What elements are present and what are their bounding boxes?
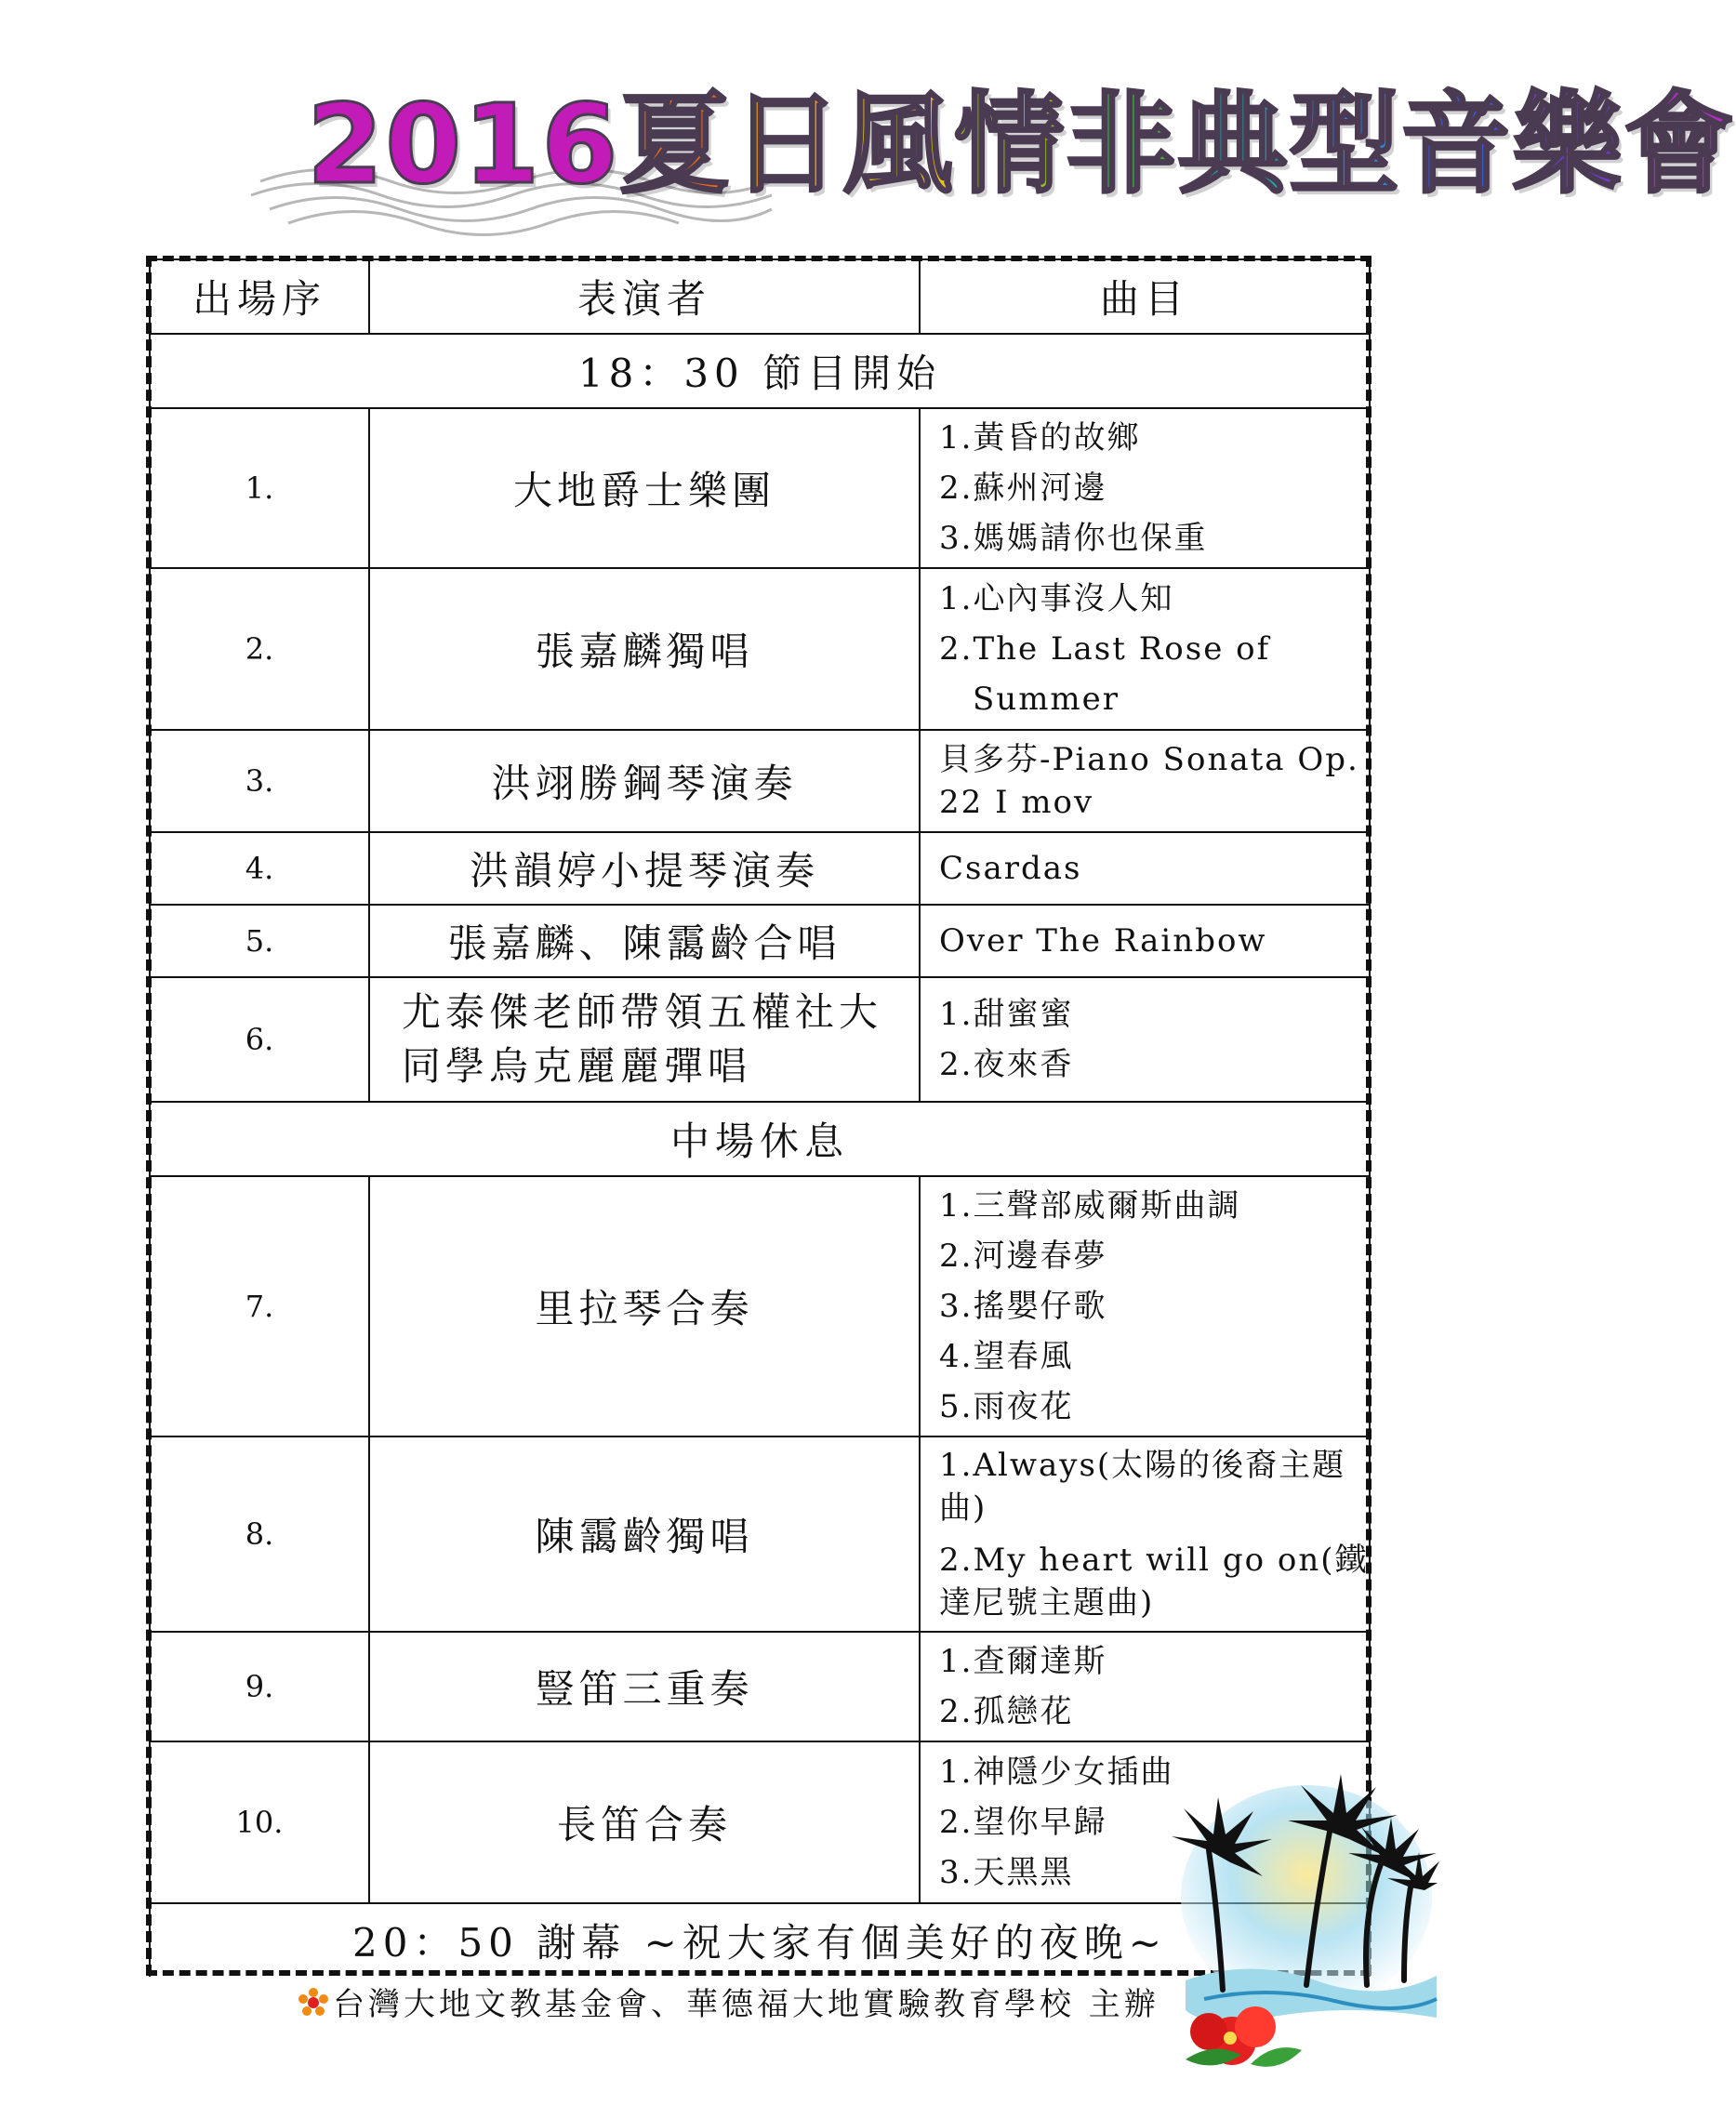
title-part: 情 xyxy=(954,80,1067,208)
song-item: 2.蘇州河邊 xyxy=(939,470,1107,507)
table-row xyxy=(150,730,1370,832)
song-item: 貝多芬-Piano Sonata Op. 22 I mov xyxy=(939,741,1359,821)
performer-cell: 里拉琴合奏 xyxy=(369,1176,920,1436)
page-title xyxy=(307,65,1736,223)
song-item: 4.望春風 xyxy=(939,1338,1074,1375)
song-item: 3.搖嬰仔歌 xyxy=(939,1288,1107,1325)
performer-cell: 洪翊勝鋼琴演奏 xyxy=(369,730,920,832)
performer-cell: 豎笛三重奏 xyxy=(369,1632,920,1741)
order-cell: 10. xyxy=(150,1741,369,1903)
song-item: 1.三聲部威爾斯曲調 xyxy=(939,1187,1241,1225)
title-part: 典 xyxy=(1177,80,1290,208)
column-header-performer: 表演者 xyxy=(369,259,920,334)
table-row xyxy=(150,568,1370,730)
table-row xyxy=(150,1176,1370,1436)
title-part: 非 xyxy=(1066,80,1178,208)
performer-line: 同學烏克麗麗彈唱 xyxy=(402,1043,752,1089)
song-item: 1.黃昏的故鄉 xyxy=(939,419,1141,457)
performer-cell xyxy=(369,977,920,1102)
title-part: 會 xyxy=(1623,80,1736,208)
order-cell: 7. xyxy=(150,1176,369,1436)
intermission-row xyxy=(150,1102,1370,1176)
performer-line: 尤泰傑老師帶領五權社大 xyxy=(402,989,883,1035)
song-item: 2.The Last Rose of xyxy=(939,630,1271,668)
column-header-songs: 曲目 xyxy=(920,259,1370,334)
songs-cell xyxy=(920,730,1370,832)
songs-cell xyxy=(920,977,1370,1102)
performer-cell: 陳靄齡獨唱 xyxy=(369,1436,920,1632)
title-part: 風 xyxy=(842,80,955,208)
table-header-row xyxy=(150,259,1370,334)
organizers-footer xyxy=(298,1979,1160,2024)
song-item: 5.雨夜花 xyxy=(939,1388,1074,1425)
table-row xyxy=(150,832,1370,905)
table-row xyxy=(150,905,1370,977)
title-part: 音 xyxy=(1400,80,1513,208)
title-part: 型 xyxy=(1289,80,1401,208)
table-row xyxy=(150,977,1370,1102)
songs-cell xyxy=(920,408,1370,568)
song-item: 2.河邊春夢 xyxy=(939,1238,1107,1275)
order-cell: 6. xyxy=(150,977,369,1102)
song-item: 1.查爾達斯 xyxy=(939,1643,1107,1680)
table-row xyxy=(150,408,1370,568)
performer-cell: 洪韻婷小提琴演奏 xyxy=(369,832,920,905)
end-time-label: 20：50 謝幕 ~祝大家有個美好的夜晚~ xyxy=(150,1903,1370,1977)
song-item: 1.心內事沒人知 xyxy=(939,580,1174,617)
performer-cell: 長笛合奏 xyxy=(369,1741,920,1903)
song-item: 2.望你早歸 xyxy=(939,1804,1107,1841)
organizers-text: 台灣大地文教基金會、華德福大地實驗教育學校 主辦 xyxy=(333,1986,1160,2023)
song-item: 2.My heart will go on(鐵達尼號主題曲) xyxy=(939,1542,1369,1622)
songs-cell xyxy=(920,832,1370,905)
song-item: 1.神隱少女插曲 xyxy=(939,1754,1174,1791)
songs-cell xyxy=(920,1436,1370,1632)
order-cell: 5. xyxy=(150,905,369,977)
songs-cell xyxy=(920,905,1370,977)
song-item: 1.Always(太陽的後裔主題曲) xyxy=(939,1447,1346,1527)
start-time-label: 18：30 節目開始 xyxy=(150,334,1370,408)
intermission-label: 中場休息 xyxy=(150,1102,1370,1176)
songs-cell xyxy=(920,1632,1370,1741)
table-row xyxy=(150,1436,1370,1632)
song-item: Summer xyxy=(973,681,1120,718)
order-cell: 8. xyxy=(150,1436,369,1632)
songs-cell xyxy=(920,1176,1370,1436)
title-part: 夏 xyxy=(619,80,732,208)
order-cell: 3. xyxy=(150,730,369,832)
title-part: 日 xyxy=(731,80,843,208)
performer-cell: 張嘉麟獨唱 xyxy=(369,568,920,730)
order-cell: 1. xyxy=(150,408,369,568)
column-header-order: 出場序 xyxy=(150,259,369,334)
order-cell: 9. xyxy=(150,1632,369,1741)
palm-tree-icon xyxy=(1167,1767,1437,2073)
order-cell: 2. xyxy=(150,568,369,730)
song-item: 1.甜蜜蜜 xyxy=(939,996,1074,1033)
table-row xyxy=(150,1632,1370,1741)
songs-cell xyxy=(920,568,1370,730)
start-row xyxy=(150,334,1370,408)
order-cell: 4. xyxy=(150,832,369,905)
title-part: 2016 xyxy=(307,80,620,208)
song-item: 3.媽媽請你也保重 xyxy=(939,520,1208,557)
song-item: 2.孤戀花 xyxy=(939,1693,1074,1730)
song-item: 2.夜來香 xyxy=(939,1046,1074,1083)
title-part: 樂 xyxy=(1512,80,1624,208)
song-item: Over The Rainbow xyxy=(939,922,1267,960)
song-item: Csardas xyxy=(939,850,1082,887)
program-table xyxy=(149,258,1371,1977)
performer-cell: 大地爵士樂團 xyxy=(369,408,920,568)
song-item: 3.天黑黑 xyxy=(939,1854,1074,1891)
performer-cell: 張嘉麟、陳靄齡合唱 xyxy=(369,905,920,977)
flower-icon xyxy=(298,1987,329,2019)
title-banner xyxy=(251,65,1736,223)
